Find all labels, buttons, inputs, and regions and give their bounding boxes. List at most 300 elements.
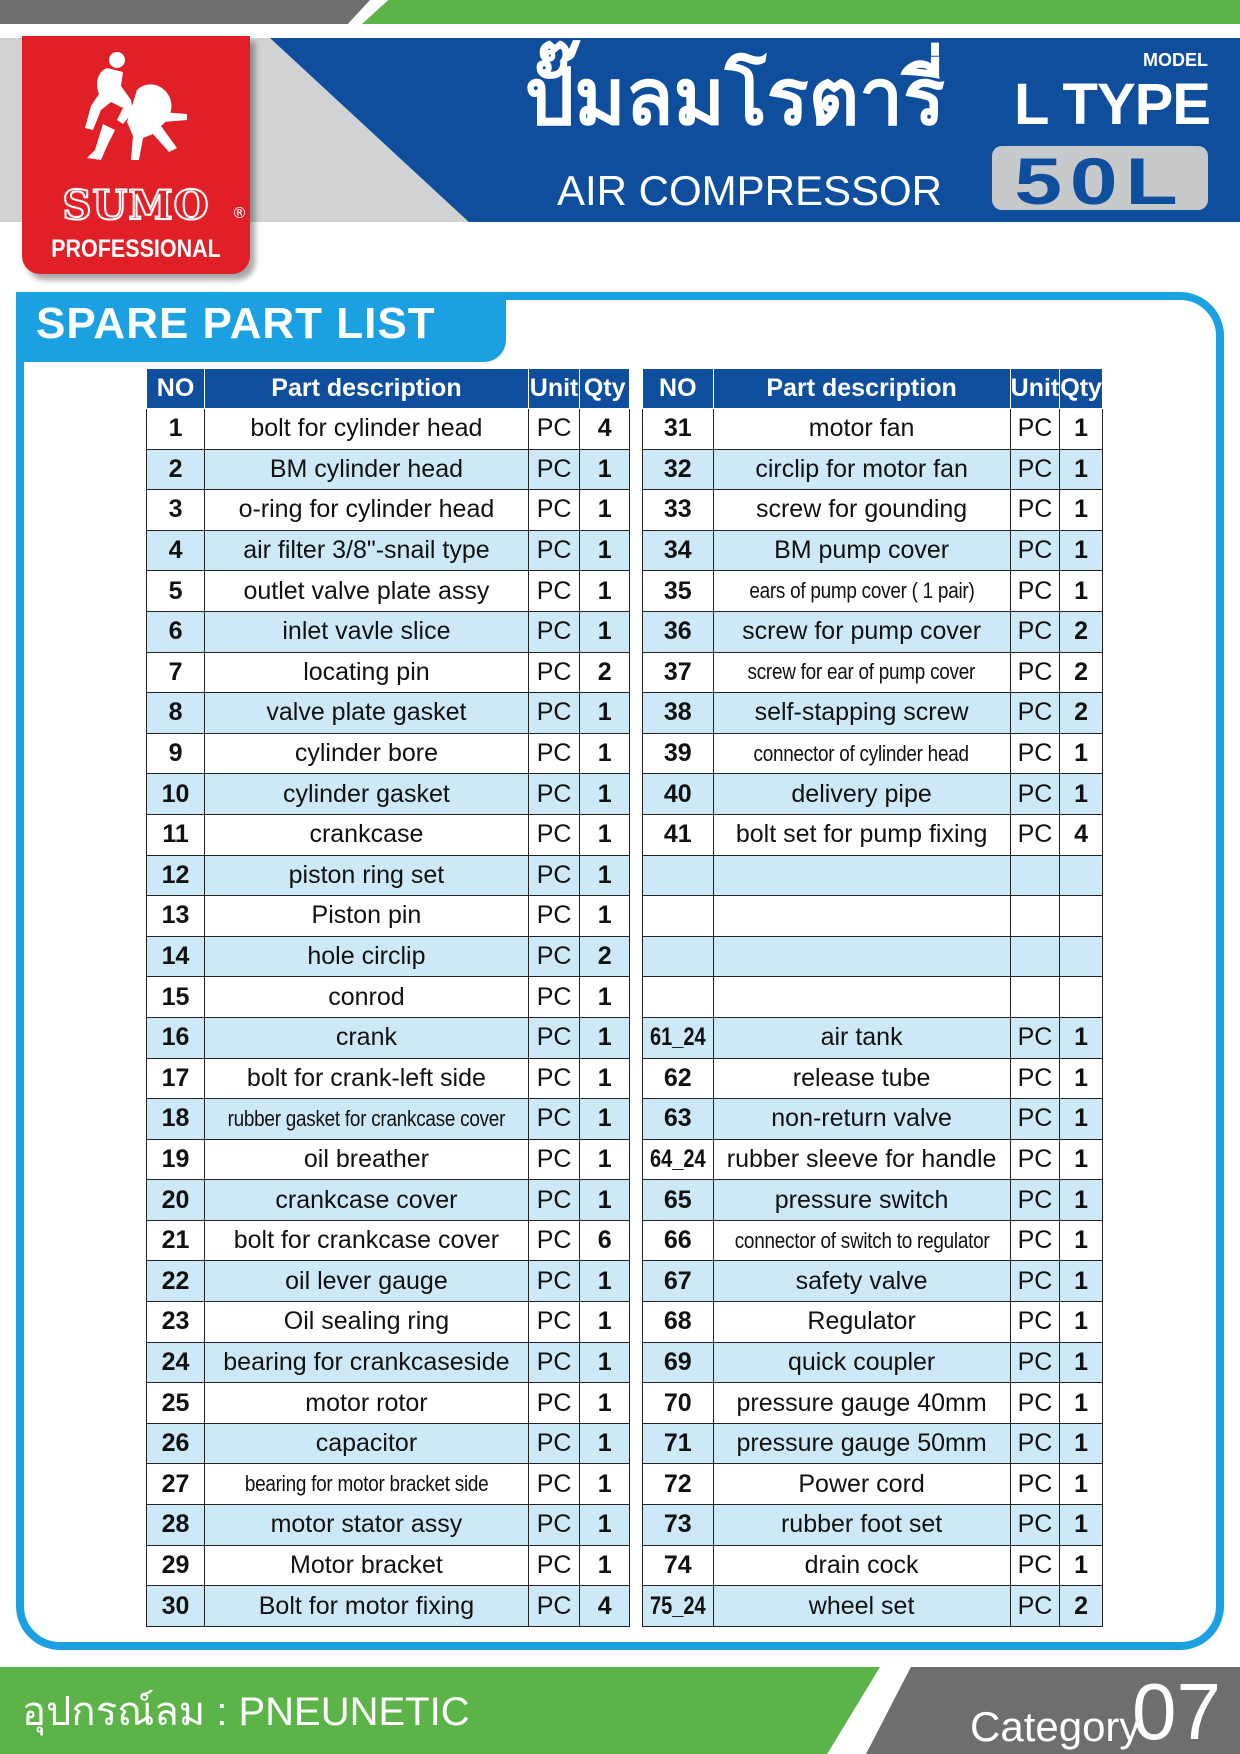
table-row (643, 1545, 1103, 1586)
cell-qty: 2 (580, 652, 630, 693)
cell-unit: PC (1010, 1545, 1060, 1586)
table-row (147, 449, 630, 490)
table-row (147, 977, 630, 1018)
cell-qty: 1 (1060, 1342, 1103, 1383)
cell-unit: PC (528, 490, 580, 531)
cell-description: ears of pump cover ( 1 pair) (713, 571, 1010, 612)
cell-description: capacitor (205, 1423, 529, 1464)
cell-qty: 1 (1060, 733, 1103, 774)
cell-description: pressure gauge 40mm (713, 1383, 1010, 1424)
section-title: SPARE PART LIST (36, 299, 436, 348)
table-row (147, 814, 630, 855)
cell-unit: PC (528, 1180, 580, 1221)
cell-no: 64_24 (643, 1139, 714, 1180)
cell-unit: PC (528, 1342, 580, 1383)
model-label: MODEL (1143, 50, 1208, 70)
table-row (643, 1423, 1103, 1464)
cell-no: 67 (643, 1261, 714, 1302)
cell-unit: PC (1010, 1423, 1060, 1464)
parts-table-left (146, 368, 630, 1627)
table-row (643, 449, 1103, 490)
cell-description: cylinder bore (205, 733, 529, 774)
cell-no: 40 (643, 774, 714, 815)
cell-description: wheel set (713, 1586, 1010, 1627)
cell-description: rubber foot set (713, 1505, 1010, 1546)
cell-unit: PC (528, 1423, 580, 1464)
cell-qty: 2 (1060, 1586, 1103, 1627)
cell-qty: 1 (1060, 1058, 1103, 1099)
product-title-thai: ปั๊มลมโรตารี่ (524, 53, 945, 141)
table-row (147, 774, 630, 815)
cell-no: 25 (147, 1383, 205, 1424)
cell-unit (1010, 855, 1060, 896)
brand-subtitle: PROFESSIONAL (51, 235, 221, 263)
cell-description: o-ring for cylinder head (205, 490, 529, 531)
cell-no: 17 (147, 1058, 205, 1099)
cell-unit: PC (528, 1058, 580, 1099)
cell-unit: PC (528, 652, 580, 693)
cell-unit: PC (528, 449, 580, 490)
cell-no (643, 855, 714, 896)
cell-description: Piston pin (205, 896, 529, 937)
cell-no: 35 (643, 571, 714, 612)
cell-unit: PC (1010, 1261, 1060, 1302)
header-no: NO (147, 369, 205, 409)
cell-unit: PC (1010, 693, 1060, 734)
cell-qty: 1 (1060, 1099, 1103, 1140)
table-row (147, 1261, 630, 1302)
cell-no: 73 (643, 1505, 714, 1546)
table-row (643, 1505, 1103, 1546)
cell-description (713, 977, 1010, 1018)
header-unit: Unit (528, 369, 580, 409)
cell-description: inlet vavle slice (205, 611, 529, 652)
table-row (643, 1464, 1103, 1505)
cell-unit: PC (1010, 814, 1060, 855)
cell-qty: 6 (580, 1220, 630, 1261)
model-size-badge (992, 144, 1208, 218)
footer-category-label: Category (970, 1703, 1141, 1750)
cell-description: bearing for crankcaseside (205, 1342, 529, 1383)
cell-unit: PC (1010, 733, 1060, 774)
cell-qty: 4 (580, 409, 630, 450)
cell-description: pressure switch (713, 1180, 1010, 1221)
cell-qty: 2 (1060, 652, 1103, 693)
table-row (147, 1383, 630, 1424)
cell-qty: 1 (1060, 1545, 1103, 1586)
table-row (643, 1099, 1103, 1140)
cell-description: crankcase cover (205, 1180, 529, 1221)
cell-qty: 1 (580, 611, 630, 652)
table-row (147, 1545, 630, 1586)
table-row (147, 733, 630, 774)
cell-description: Power cord (713, 1464, 1010, 1505)
cell-qty: 1 (580, 571, 630, 612)
cell-qty: 2 (580, 936, 630, 977)
cell-description: quick coupler (713, 1342, 1010, 1383)
cell-no: 63 (643, 1099, 714, 1140)
header-description: Part description (205, 369, 529, 409)
sumo-wrestler-icon (77, 50, 195, 170)
cell-unit: PC (528, 1545, 580, 1586)
table-row (147, 1058, 630, 1099)
table-row (147, 1423, 630, 1464)
cell-qty: 1 (580, 1505, 630, 1546)
cell-description: piston ring set (205, 855, 529, 896)
cell-description: safety valve (713, 1261, 1010, 1302)
cell-no: 18 (147, 1099, 205, 1140)
cell-no: 6 (147, 611, 205, 652)
model-size: 50L (1014, 144, 1186, 218)
cell-qty: 1 (580, 977, 630, 1018)
cell-unit: PC (528, 1383, 580, 1424)
cell-description: locating pin (205, 652, 529, 693)
cell-unit: PC (1010, 1058, 1060, 1099)
top-stripe-gray (0, 0, 370, 24)
table-header-row (643, 369, 1103, 409)
table-row (147, 1342, 630, 1383)
cell-no: 19 (147, 1139, 205, 1180)
table-row (643, 490, 1103, 531)
cell-no: 23 (147, 1302, 205, 1343)
cell-qty: 1 (1060, 1180, 1103, 1221)
cell-no: 11 (147, 814, 205, 855)
table-row (147, 490, 630, 531)
table-row (643, 652, 1103, 693)
cell-qty: 1 (580, 1302, 630, 1343)
footer-category-text: อุปกรณ์ลม : PNEUNETIC (22, 1690, 470, 1734)
cell-description: rubber sleeve for handle (713, 1139, 1010, 1180)
cell-description (713, 855, 1010, 896)
cell-qty: 1 (580, 693, 630, 734)
cell-unit: PC (528, 1017, 580, 1058)
table-row (643, 1342, 1103, 1383)
cell-description: drain cock (713, 1545, 1010, 1586)
table-row (643, 611, 1103, 652)
cell-qty: 1 (580, 1464, 630, 1505)
cell-unit: PC (1010, 1017, 1060, 1058)
model-type: L TYPE (1014, 72, 1210, 137)
cell-no: 5 (147, 571, 205, 612)
table-row (147, 1586, 630, 1627)
footer-category-number: 07 (1132, 1667, 1221, 1754)
cell-unit: PC (528, 1586, 580, 1627)
cell-no: 8 (147, 693, 205, 734)
table-row (147, 1464, 630, 1505)
cell-qty (1060, 977, 1103, 1018)
table-row (147, 693, 630, 734)
table-row (643, 571, 1103, 612)
cell-qty: 1 (580, 1261, 630, 1302)
table-row (643, 1586, 1103, 1627)
cell-description: outlet valve plate assy (205, 571, 529, 612)
cell-no: 30 (147, 1586, 205, 1627)
table-row (643, 409, 1103, 450)
table-row (147, 1220, 630, 1261)
cell-description: oil breather (205, 1139, 529, 1180)
table-row (643, 530, 1103, 571)
table-row (643, 896, 1103, 937)
cell-unit: PC (1010, 490, 1060, 531)
cell-description: conrod (205, 977, 529, 1018)
cell-description: air filter 3/8"-snail type (205, 530, 529, 571)
cell-no: 66 (643, 1220, 714, 1261)
cell-no (643, 936, 714, 977)
cell-unit: PC (1010, 1139, 1060, 1180)
table-row (147, 1139, 630, 1180)
cell-qty: 1 (580, 855, 630, 896)
cell-unit: PC (1010, 774, 1060, 815)
cell-qty: 1 (580, 490, 630, 531)
cell-no: 26 (147, 1423, 205, 1464)
cell-qty: 1 (1060, 1017, 1103, 1058)
cell-unit: PC (528, 814, 580, 855)
table-header-row (147, 369, 630, 409)
cell-description: connector of switch to regulator (713, 1220, 1010, 1261)
cell-description: cylinder gasket (205, 774, 529, 815)
table-row (643, 1220, 1103, 1261)
cell-no: 75_24 (643, 1586, 714, 1627)
cell-unit: PC (1010, 1099, 1060, 1140)
cell-unit: PC (528, 611, 580, 652)
cell-unit: PC (1010, 652, 1060, 693)
cell-unit: PC (1010, 1464, 1060, 1505)
cell-unit: PC (528, 1099, 580, 1140)
cell-unit: PC (1010, 1180, 1060, 1221)
cell-unit: PC (1010, 1302, 1060, 1343)
cell-no: 28 (147, 1505, 205, 1546)
table-row (147, 1505, 630, 1546)
cell-description: BM cylinder head (205, 449, 529, 490)
cell-no: 27 (147, 1464, 205, 1505)
cell-description: rubber gasket for crankcase cover (205, 1099, 529, 1140)
cell-qty (1060, 896, 1103, 937)
cell-description: bolt set for pump fixing (713, 814, 1010, 855)
cell-description: Regulator (713, 1302, 1010, 1343)
table-row (643, 1302, 1103, 1343)
cell-no: 38 (643, 693, 714, 734)
cell-qty: 1 (1060, 1464, 1103, 1505)
cell-description: motor rotor (205, 1383, 529, 1424)
cell-qty: 1 (1060, 1261, 1103, 1302)
table-row (147, 409, 630, 450)
cell-no: 9 (147, 733, 205, 774)
cell-no: 34 (643, 530, 714, 571)
cell-qty: 4 (580, 1586, 630, 1627)
cell-no: 68 (643, 1302, 714, 1343)
cell-qty: 1 (580, 1139, 630, 1180)
table-row (147, 1099, 630, 1140)
cell-description: valve plate gasket (205, 693, 529, 734)
cell-unit: PC (528, 1261, 580, 1302)
cell-no: 13 (147, 896, 205, 937)
cell-unit: PC (528, 896, 580, 937)
cell-qty: 1 (580, 896, 630, 937)
cell-unit: PC (528, 1139, 580, 1180)
cell-description: Bolt for motor fixing (205, 1586, 529, 1627)
cell-unit: PC (528, 1220, 580, 1261)
cell-qty: 1 (580, 1342, 630, 1383)
cell-no: 1 (147, 409, 205, 450)
cell-description: release tube (713, 1058, 1010, 1099)
cell-description: self-stapping screw (713, 693, 1010, 734)
cell-no: 62 (643, 1058, 714, 1099)
cell-qty (1060, 936, 1103, 977)
cell-unit: PC (528, 774, 580, 815)
cell-unit (1010, 977, 1060, 1018)
cell-description: bolt for crankcase cover (205, 1220, 529, 1261)
cell-description: delivery pipe (713, 774, 1010, 815)
cell-qty: 1 (1060, 1139, 1103, 1180)
cell-qty: 1 (1060, 774, 1103, 815)
cell-qty: 1 (580, 733, 630, 774)
table-row (643, 1058, 1103, 1099)
cell-qty: 1 (580, 1017, 630, 1058)
cell-no: 24 (147, 1342, 205, 1383)
cell-no: 10 (147, 774, 205, 815)
cell-no: 74 (643, 1545, 714, 1586)
cell-no: 32 (643, 449, 714, 490)
parts-table-right (642, 368, 1103, 1627)
cell-qty: 1 (580, 774, 630, 815)
table-row (147, 652, 630, 693)
cell-description: motor stator assy (205, 1505, 529, 1546)
cell-no: 61_24 (643, 1017, 714, 1058)
header-unit: Unit (1010, 369, 1060, 409)
cell-unit: PC (528, 855, 580, 896)
cell-unit: PC (528, 977, 580, 1018)
cell-qty: 2 (1060, 611, 1103, 652)
cell-no: 41 (643, 814, 714, 855)
cell-unit (1010, 936, 1060, 977)
table-row (147, 1180, 630, 1221)
cell-description: BM pump cover (713, 530, 1010, 571)
cell-no: 7 (147, 652, 205, 693)
cell-unit: PC (528, 1302, 580, 1343)
cell-unit: PC (1010, 1505, 1060, 1546)
cell-unit: PC (1010, 1342, 1060, 1383)
cell-no: 29 (147, 1545, 205, 1586)
cell-qty: 1 (580, 1180, 630, 1221)
cell-qty: 1 (1060, 571, 1103, 612)
table-row (643, 977, 1103, 1018)
cell-unit (1010, 896, 1060, 937)
cell-qty: 1 (580, 530, 630, 571)
cell-description: non-return valve (713, 1099, 1010, 1140)
table-row (147, 611, 630, 652)
cell-unit: PC (1010, 530, 1060, 571)
table-row (643, 1139, 1103, 1180)
table-row (643, 814, 1103, 855)
cell-no: 70 (643, 1383, 714, 1424)
cell-description: oil lever gauge (205, 1261, 529, 1302)
cell-qty: 1 (1060, 530, 1103, 571)
cell-qty (1060, 855, 1103, 896)
cell-no: 69 (643, 1342, 714, 1383)
cell-no: 31 (643, 409, 714, 450)
cell-qty: 1 (580, 1099, 630, 1140)
cell-description (713, 936, 1010, 977)
brand-logo (22, 36, 250, 274)
table-row (643, 1180, 1103, 1221)
cell-unit: PC (528, 409, 580, 450)
cell-unit: PC (1010, 611, 1060, 652)
product-title-english: AIR COMPRESSOR (556, 167, 942, 214)
table-row (643, 936, 1103, 977)
cell-description: bolt for cylinder head (205, 409, 529, 450)
cell-description: connector of cylinder head (713, 733, 1010, 774)
cell-no: 12 (147, 855, 205, 896)
cell-unit: PC (528, 733, 580, 774)
cell-unit: PC (528, 936, 580, 977)
cell-description: hole circlip (205, 936, 529, 977)
cell-no: 39 (643, 733, 714, 774)
cell-no: 14 (147, 936, 205, 977)
header-qty: Qty (1060, 369, 1103, 409)
cell-unit: PC (1010, 1383, 1060, 1424)
cell-description: pressure gauge 50mm (713, 1423, 1010, 1464)
cell-qty: 1 (580, 1383, 630, 1424)
cell-description: air tank (713, 1017, 1010, 1058)
table-row (643, 774, 1103, 815)
cell-description: screw for ear of pump cover (713, 652, 1010, 693)
table-row (643, 1383, 1103, 1424)
table-row (643, 1261, 1103, 1302)
cell-qty: 1 (1060, 449, 1103, 490)
cell-no: 36 (643, 611, 714, 652)
cell-qty: 1 (1060, 1423, 1103, 1464)
cell-description: bolt for crank-left side (205, 1058, 529, 1099)
table-row (643, 855, 1103, 896)
cell-qty: 1 (1060, 1383, 1103, 1424)
cell-unit: PC (528, 693, 580, 734)
cell-no: 22 (147, 1261, 205, 1302)
cell-no: 21 (147, 1220, 205, 1261)
cell-unit: PC (528, 1505, 580, 1546)
cell-description: circlip for motor fan (713, 449, 1010, 490)
cell-unit: PC (1010, 449, 1060, 490)
cell-qty: 1 (580, 449, 630, 490)
cell-no: 71 (643, 1423, 714, 1464)
cell-no (643, 977, 714, 1018)
brand-name: SUMO (62, 182, 210, 229)
cell-qty: 1 (580, 814, 630, 855)
table-row (147, 1017, 630, 1058)
header-no: NO (643, 369, 714, 409)
table-row (147, 1302, 630, 1343)
table-row (147, 855, 630, 896)
cell-no: 65 (643, 1180, 714, 1221)
cell-qty: 1 (580, 1545, 630, 1586)
cell-qty: 2 (1060, 693, 1103, 734)
cell-qty: 1 (1060, 1302, 1103, 1343)
cell-unit: PC (528, 1464, 580, 1505)
table-row (643, 693, 1103, 734)
registered-mark: ® (232, 204, 247, 222)
cell-description: screw for pump cover (713, 611, 1010, 652)
cell-qty: 1 (1060, 409, 1103, 450)
cell-qty: 1 (580, 1058, 630, 1099)
top-stripe-green (362, 0, 1240, 24)
cell-qty: 4 (1060, 814, 1103, 855)
cell-unit: PC (1010, 571, 1060, 612)
cell-no: 72 (643, 1464, 714, 1505)
cell-no: 15 (147, 977, 205, 1018)
cell-description: Oil sealing ring (205, 1302, 529, 1343)
cell-no: 4 (147, 530, 205, 571)
cell-qty: 1 (1060, 1505, 1103, 1546)
cell-no: 37 (643, 652, 714, 693)
